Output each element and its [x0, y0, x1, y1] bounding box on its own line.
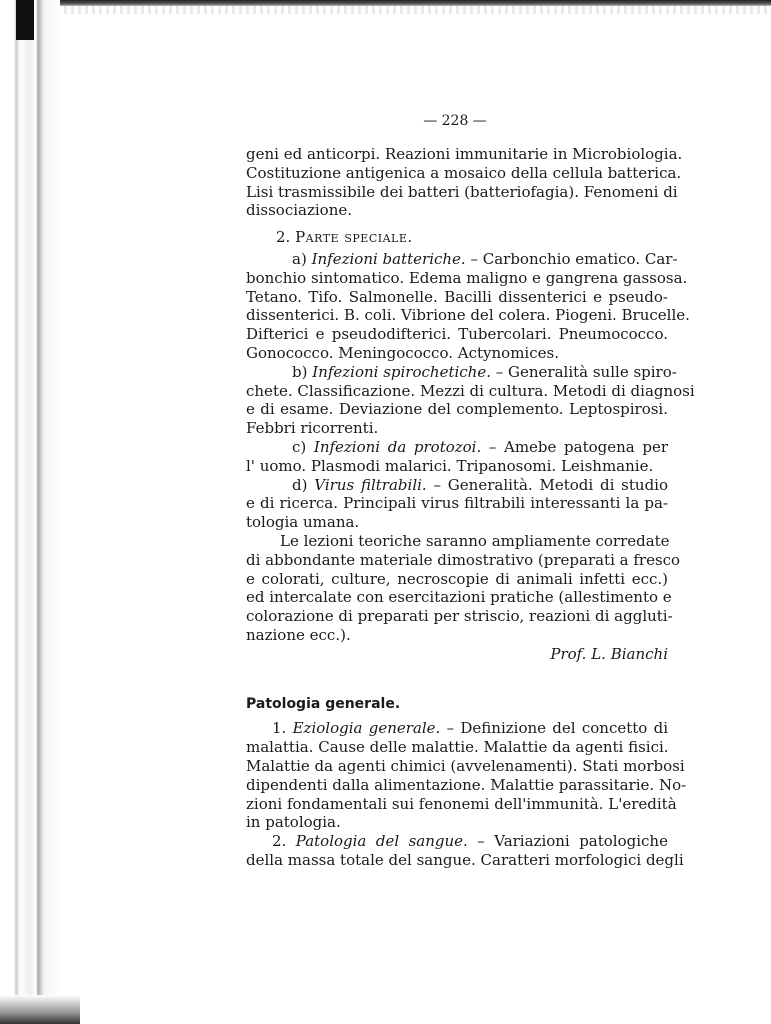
- paragraph: [246, 249, 690, 363]
- paragraph: [246, 832, 684, 870]
- section-heading: Patologia generale.: [246, 695, 401, 712]
- text-line: [246, 813, 668, 832]
- text-line: [246, 182, 678, 202]
- italic-term: Prof. L. Bianchi: [550, 644, 668, 663]
- text-span: malattia. Cause delle malattie. Malattie da agenti fisici.: [246, 738, 669, 757]
- text-line: [246, 400, 668, 419]
- text-span: Febbri ricorrenti.: [246, 419, 379, 438]
- text-line: [246, 288, 668, 307]
- text-span: e colorati, culture, necroscopie di animali infetti ecc.): [246, 569, 668, 588]
- text-span: Lisi trasmissibile dei batteri (batteriofagia). Fenomeni di: [246, 182, 678, 201]
- text-span: dissenterici. B. coli. Vibrione del colera. Piogeni. Brucelle.: [246, 306, 690, 325]
- text-span: Tetano. Tifo. Salmonelle. Bacilli dissenterici e pseudo-: [246, 287, 668, 306]
- text-span: ed intercalate con esercitazioni pratiche (allestimento e: [246, 588, 672, 607]
- text-span: – Carbonchio ematico. Car-: [465, 249, 678, 268]
- body-text: [246, 145, 695, 870]
- text-line: [246, 607, 673, 626]
- text-line: [246, 570, 668, 589]
- italic-term: Patologia del sangue.: [295, 832, 468, 851]
- scan-top-artifact: [50, 6, 771, 14]
- text-span: 1.: [272, 719, 293, 738]
- text-span: a): [292, 249, 312, 268]
- italic-term: Eziologia generale.: [292, 719, 441, 738]
- text-span: d): [292, 475, 315, 494]
- text-span: Malattie da agenti chimici (avvelenamenti). Stati morbosi: [246, 756, 685, 775]
- text-line: [246, 201, 668, 220]
- text-line: [246, 163, 682, 183]
- text-line: [246, 476, 668, 495]
- italic-term: Infezioni spirochetiche.: [312, 362, 491, 381]
- italic-term: Virus filtrabili.: [314, 475, 427, 494]
- text-line: [246, 588, 672, 607]
- text-span: 2.: [276, 228, 296, 247]
- text-line: [246, 249, 678, 269]
- text-line: [246, 325, 668, 344]
- text-span: Costituzione antigenica a mosaico della cellula batterica.: [246, 163, 682, 182]
- book-binding-edge: [0, 0, 60, 1024]
- text-line: [246, 268, 688, 288]
- text-span: nazione ecc.).: [246, 625, 351, 644]
- text-line: [246, 438, 668, 457]
- text-span: dissociazione.: [246, 201, 353, 220]
- text-span: dipendenti dalla alimentazione. Malattie parassitarie. No-: [246, 775, 687, 794]
- paragraph: [246, 531, 681, 645]
- binding-shadow: [16, 0, 34, 40]
- text-span: – Variazioni patologiche: [467, 832, 668, 851]
- text-span: geni ed anticorpi. Reazioni immunitarie in Microbiologia.: [246, 145, 683, 163]
- text-span: 2.: [272, 832, 296, 851]
- text-span: chete. Classificazione. Mezzi di cultura. Metodi di diagnosi: [246, 381, 695, 400]
- text-span: Gonococco. Meningococco. Actynomices.: [246, 343, 559, 362]
- text-span: – Generalità. Metodi di studio: [426, 475, 668, 494]
- text-line: [246, 626, 668, 645]
- paragraph: [246, 645, 668, 664]
- text-span: della massa totale del sangue. Caratteri morfologici degli: [246, 850, 684, 869]
- text-line: [246, 419, 668, 438]
- text-line: [246, 513, 668, 532]
- paragraph: [246, 362, 695, 438]
- text-line: [246, 306, 690, 325]
- text-line: [246, 738, 668, 757]
- text-line: [246, 775, 687, 795]
- text-span: Le lezioni teoriche saranno ampliamente corredate: [280, 531, 670, 550]
- text-span: colorazione di preparati per striscio, reazioni di aggluti-: [246, 607, 673, 626]
- text-span: e di ricerca. Principali virus filtrabili interessanti la pa-: [246, 494, 668, 513]
- text-span: bonchio sintomatico. Edema maligno e gangrena gassosa.: [246, 268, 688, 287]
- paragraph: [246, 694, 668, 713]
- text-span: c): [292, 437, 314, 456]
- text-line: [246, 832, 668, 851]
- italic-term: Infezioni batteriche.: [311, 249, 466, 268]
- text-span: Difterici e pseudodifterici. Tubercolari. Pneumococco.: [246, 325, 668, 344]
- text-line: [246, 850, 684, 870]
- text-span: tologia umana.: [246, 513, 360, 532]
- text-line: [246, 550, 681, 570]
- signature: [246, 645, 668, 664]
- text-span: – Amebe patogena per: [481, 437, 668, 456]
- text-line: [246, 719, 668, 738]
- text-line: [246, 457, 668, 476]
- text-line: [246, 756, 685, 776]
- paragraph: [246, 438, 668, 476]
- text-span: zioni fondamentali sui fenonemi dell'immunità. L'eredità: [246, 794, 677, 813]
- text-line: [246, 344, 668, 363]
- text-span: – Definizione del concetto di: [440, 719, 668, 738]
- text-line: [246, 381, 695, 401]
- text-span: – Generalità sulle spiro-: [490, 362, 677, 381]
- text-line: [246, 145, 683, 164]
- text-line: [246, 494, 668, 513]
- text-span: e di esame. Deviazione del complemento. Leptospirosi.: [246, 400, 668, 419]
- text-span: in patologia.: [246, 813, 341, 832]
- text-line: [246, 532, 668, 551]
- text-span: b): [292, 362, 313, 381]
- paragraph: [246, 719, 687, 832]
- text-line: [246, 694, 668, 713]
- text-line: [246, 362, 677, 382]
- paragraph: [246, 476, 668, 532]
- italic-term: Infezioni da protozoi.: [313, 437, 482, 456]
- binding-bottom-shadow: [0, 995, 80, 1024]
- text-line: [246, 228, 668, 247]
- text-span: l' uomo. Plasmodi malarici. Tripanosomi. Leishmanie.: [246, 456, 654, 475]
- text-line: [246, 794, 677, 814]
- text-span: Parte speciale.: [295, 228, 413, 247]
- paragraph: [246, 145, 683, 220]
- paragraph: [246, 228, 668, 247]
- text-span: di abbondante materiale dimostrativo (preparati a fresco: [246, 550, 681, 569]
- page-number: — 228 —: [423, 113, 487, 129]
